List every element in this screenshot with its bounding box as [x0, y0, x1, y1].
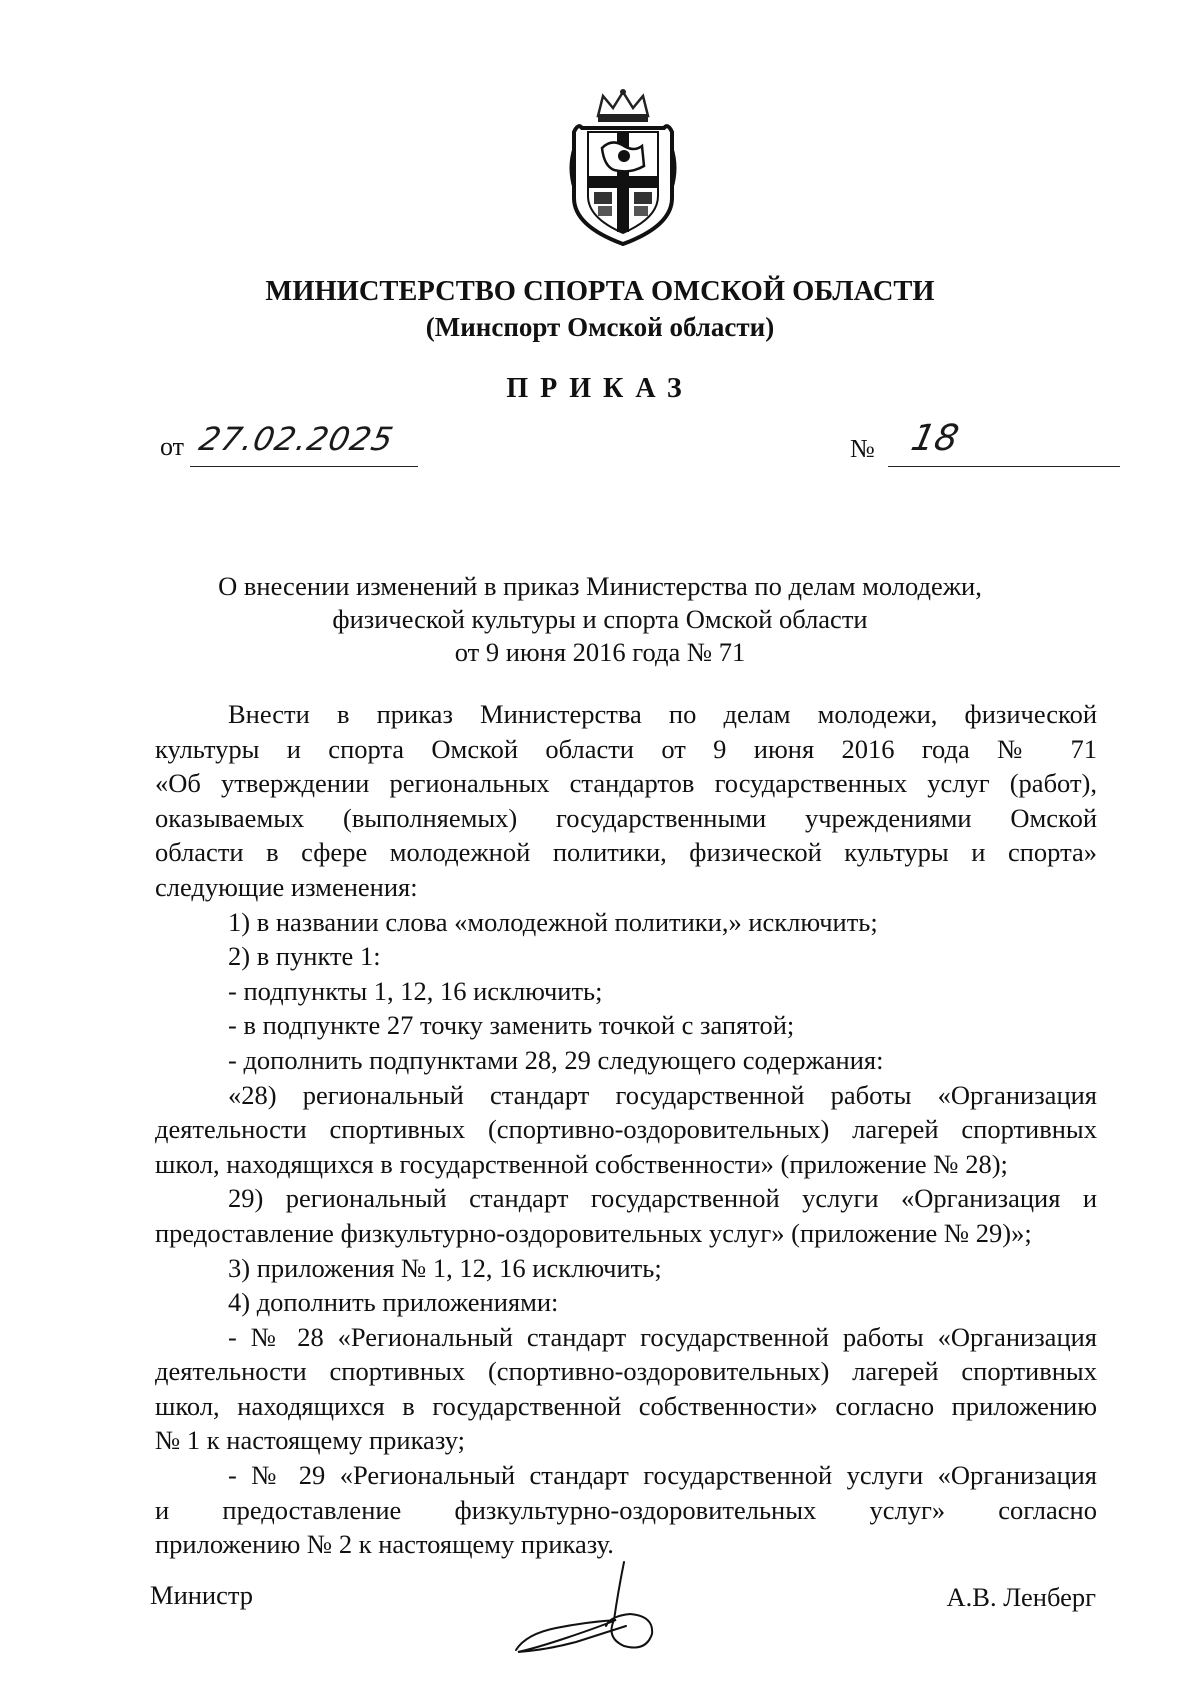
handwritten-signature: [506, 1542, 686, 1662]
body-line: оказываемых (выполняемых) государственными учреждениями Омской: [155, 802, 1097, 833]
list-item: 2) в пункте 1:: [228, 941, 381, 972]
body-line: № 1 к настоящему приказу;: [155, 1425, 465, 1456]
signatory-title: Министр: [150, 1580, 254, 1610]
list-item: 1) в названии слова «молодежной политики,» исключить;: [228, 906, 878, 937]
date-underline: [190, 466, 418, 467]
handwritten-number: 18: [907, 418, 963, 459]
number-underline: [888, 466, 1120, 467]
list-item: - дополнить подпунктами 28, 29 следующего содержания:: [228, 1044, 884, 1075]
body-line: области в сфере молодежной политики, физической культуры и спорта»: [155, 837, 1097, 868]
body-line: 29) региональный стандарт государственной услуги «Организация и: [228, 1183, 1097, 1214]
list-item: 4) дополнить приложениями:: [228, 1287, 559, 1318]
subject-line: физической культуры и спорта Омской области: [332, 604, 868, 634]
body-line: школ, находящихся в государственной собственности» согласно приложению: [155, 1390, 1097, 1421]
body-line: «Об утверждении региональных стандартов государственных услуг (работ),: [155, 768, 1097, 799]
document-subject: [0, 570, 1200, 669]
body-line: приложению № 2 к настоящему приказу.: [155, 1529, 614, 1560]
body-line: и предоставление физкультурно-оздоровительных услуг» согласно: [155, 1494, 1097, 1525]
body-line: деятельности спортивных (спортивно-оздоровительных) лагерей спортивных: [155, 1356, 1097, 1387]
signatory-name: А.В. Ленберг: [946, 1582, 1096, 1612]
subject-line: О внесении изменений в приказ Министерства по делам молодежи,: [218, 571, 982, 601]
body-line: - № 28 «Региональный стандарт государственной работы «Организация: [228, 1321, 1097, 1352]
body-line: школ, находящихся в государственной собственности» (приложение № 28);: [155, 1148, 1008, 1179]
list-item: 3) приложения № 1, 12, 16 исключить;: [228, 1252, 662, 1283]
subject-line: от 9 июня 2016 года № 71: [454, 637, 746, 667]
body-line: - № 29 «Региональный стандарт государственной услуги «Организация: [228, 1460, 1097, 1491]
document-body: [155, 697, 1097, 1562]
date-number-row: [160, 420, 1120, 480]
body-line: деятельности спортивных (спортивно-оздоровительных) лагерей спортивных: [155, 1114, 1097, 1145]
organization-short-name: (Минспорт Омской области): [425, 312, 775, 342]
document-type: ПРИКАЗ: [506, 373, 694, 404]
body-line: культуры и спорта Омской области от 9 июня 2016 года № 71: [155, 733, 1097, 764]
body-line: предоставление физкультурно-оздоровительных услуг» (приложение № 29)»;: [155, 1217, 1032, 1248]
body-line: «28) региональный стандарт государственной работы «Организация: [228, 1079, 1097, 1110]
organization-name: МИНИСТЕРСТВО СПОРТА ОМСКОЙ ОБЛАСТИ: [265, 276, 935, 307]
body-line: следующие изменения:: [155, 871, 418, 902]
date-prefix: от: [160, 432, 185, 461]
coat-of-arms-emblem: [568, 88, 678, 248]
handwritten-date: 27.02.2025: [195, 420, 398, 458]
signature-block: [150, 1570, 1096, 1670]
list-item: - подпункты 1, 12, 16 исключить;: [228, 975, 603, 1006]
list-item: - в подпункте 27 точку заменить точкой с запятой;: [228, 1010, 795, 1041]
number-prefix: №: [850, 434, 875, 463]
body-line: Внести в приказ Министерства по делам молодежи, физической: [228, 699, 1097, 729]
